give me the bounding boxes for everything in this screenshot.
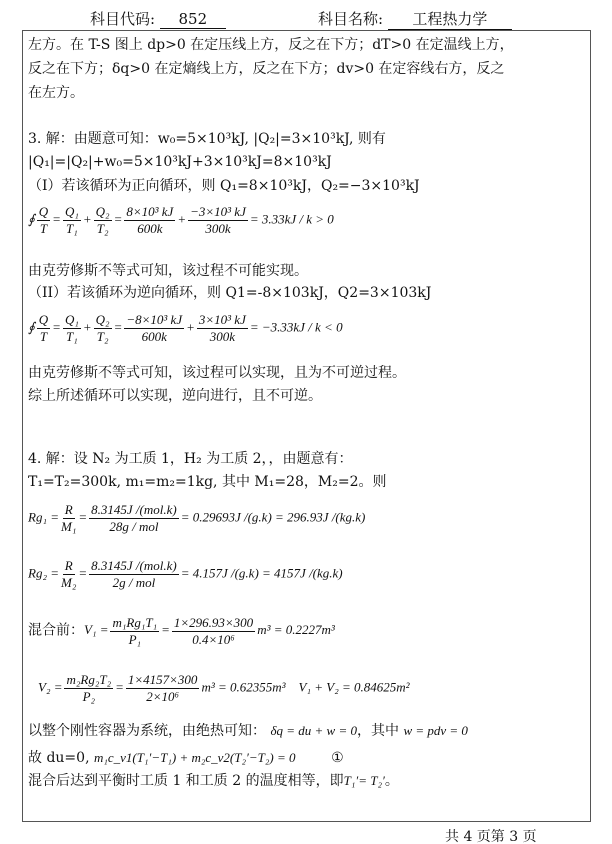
text-line: 由克劳修斯不等式可知，该过程可以实现，且为不可逆过程。 <box>28 365 406 381</box>
header-subject-code: 科目代码: 852 <box>90 8 226 29</box>
equation-rg2: Rg₂ = $\frac{R}{\text{M₂}}$ = 8.3145J /(mol.k) 2g / mol = 4.157J /(g.k) = 4157J /(kg.k) <box>28 558 343 590</box>
text-line: T₁=T₂=300k, m₁=m₂=1kg, 其中 M₁=28，M₂=2。则 <box>28 474 387 490</box>
page-footer: 共 4 页第 3 页 <box>445 829 537 844</box>
text-line: （I）若该循环为正向循环，则 Q₁=8×10³kJ，Q₂=−3×10³kJ <box>28 178 420 194</box>
text-line: 以整个刚性容器为系统，由绝热可知： δq = du + w = 0，其中 w = pdv = 0 <box>28 723 468 739</box>
header-subject-name: 科目名称: 工程热力学 <box>318 8 512 30</box>
text-line: 在左方。 <box>28 85 84 101</box>
equation-clausius-1: ∮ $\frac{Q}{T}$ = $\frac{\text{Q₁}}{\text{T₁}}$ + $\frac{\text{Q₂}}{\text{T₂}}$ = $\frac{\text{8×10³ kJ}}{600k}$ + $\frac{\text{−3×10³ kJ}}{300k}$ = 3.33kJ / k > 0 <box>28 204 334 236</box>
text-line: 4. 解：设 N₂ 为工质 1，H₂ 为工质 2，，由题意有： <box>28 451 353 467</box>
text-line: 左方。在 T-S 图上 dp>0 在定压线上方，反之在下方；dT>0 在定温线上方， <box>28 37 514 53</box>
equation-clausius-2: ∮ $\frac{Q}{T}$ = $\frac{\text{Q₁}}{\text{T₁}}$ + $\frac{\text{Q₂}}{\text{T₂}}$ = $\frac{\text{−8×10³ kJ}}{600k}$ + $\frac{\text{3×10³ kJ}}{300k}$ = −3.33kJ / k < 0 <box>28 312 343 344</box>
text-line: |Q₁|=|Q₂|+w₀=5×10³kJ+3×10³kJ=8×10³kJ <box>28 154 332 170</box>
equation-v1: 混合前：V₁ = $\frac{\text{m₁Rg₁T₁}}{\text{P₁}}$ = $\frac{1\times 296.93\times 300}{\text{0.4×10⁶}}$ m³ = 0.2227m³ <box>28 615 335 647</box>
text-line: 故 du=0, m₁c_v1(T₁′−T₁) + m₂c_v2(T₂′−T₂) = 0 ① <box>28 750 344 766</box>
circled-marker: ① <box>331 750 344 766</box>
text-line: （II）若该循环为逆向循环，则 Q1=-8×103kJ，Q2=3×103kJ <box>28 285 432 301</box>
text-line: 反之在下方；δq>0 在定熵线上方，反之在下方；dv>0 在定容线右方，反之 <box>28 61 505 77</box>
text-line: 综上所述循环可以实现，逆向进行，且不可逆。 <box>28 388 322 404</box>
text-line: 由克劳修斯不等式可知，该过程不可能实现。 <box>28 263 308 279</box>
text-line: 混合后达到平衡时工质 1 和工质 2 的温度相等，即T₁′= T₂′。 <box>28 773 399 789</box>
equation-v2: V₂ = $\frac{\text{m₂Rg₂T₂}}{\text{P₂}}$ = $\frac{1\times 4157\times 300}{\text{2×10⁶}}$ m³ = 0.62355m³ V₁ + V₂ = 0.84625m² <box>38 672 410 704</box>
equation-rg1: Rg₁ = $\frac{R}{\text{M₁}}$ = 8.3145J /(mol.k) 28g / mol = 0.29693J /(g.k) = 296.93J /(kg.k) <box>28 502 366 534</box>
text-line: 3. 解：由题意可知：w₀=5×10³kJ, |Q₂|=3×10³kJ, 则有 <box>28 131 386 147</box>
